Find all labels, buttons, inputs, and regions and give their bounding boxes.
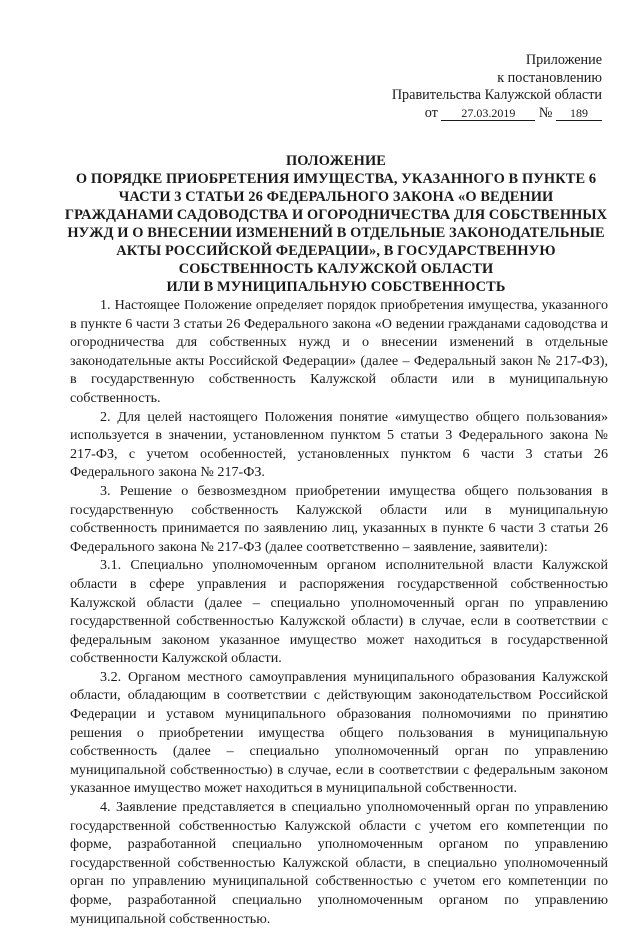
paragraph-4: 4. Заявление представляется в специально уполномоченный орган по управлению государственной собственностью Калужской области с учетом его компетенции по форме, разработанной специально уполномоченным органом по управлению государственной собственностью Калужской области, в специально уполномоченный орган по управлению муниципальной собственностью с учетом его компетенции по форме, разработанной специально уполномоченным органом по управлению муниципальной собственностью. — [70, 799, 608, 927]
title-line: ГРАЖДАНАМИ САДОВОДСТВА И ОГОРОДНИЧЕСТВА ДЛЯ СОБСТВЕННЫХ — [64, 207, 608, 223]
title-line: СОБСТВЕННОСТЬ КАЛУЖСКОЙ ОБЛАСТИ — [178, 261, 494, 277]
title-line: ЧАСТИ 3 СТАТЬИ 26 ФЕДЕРАЛЬНОГО ЗАКОНА «О ВЕДЕНИИ — [118, 189, 554, 205]
appendix-header — [392, 52, 602, 122]
document-body — [70, 296, 608, 928]
resolution-number: 189 — [556, 107, 602, 121]
resolution-label: к постановлению — [497, 69, 602, 86]
paragraph-3-2: 3.2. Органом местного самоуправления муниципального образования Калужской области, обладающим в соответствии с действующим законодательством Российской Федерации и уставом муниципального образования полномочиями по принятию решения о приобретении имущества общего пользования в муниципальную собственность (далее – специально уполномоченный орган по управлению муниципальной собственностью) в случае, если в соответствии с федеральным законом указанное имущество может находиться в муниципальной собственности. — [70, 668, 608, 797]
title-line: ИЛИ В МУНИЦИПАЛЬНУЮ СОБСТВЕННОСТЬ — [166, 279, 506, 295]
number-label: № — [538, 104, 553, 121]
resolution-date: 27.03.2019 — [441, 107, 535, 121]
title-line: АКТЫ РОССИЙСКОЙ ФЕДЕРАЦИИ», В ГОСУДАРСТВЕННУЮ — [116, 243, 556, 259]
paragraph-2: 2. Для целей настоящего Положения понятие «имущество общего пользования» используется в значении, установленном пунктом 5 статьи 3 Федерального закона № 217-ФЗ, с учетом особенностей, установленных пунктом 6 части 3 статьи 26 Федерального закона № 217-ФЗ. — [70, 408, 608, 481]
date-number-line — [392, 105, 602, 123]
title-line: НУЖД И О ВНЕСЕНИИ ИЗМЕНЕНИЙ В ОТДЕЛЬНЫЕ ЗАКОНОДАТЕЛЬНЫЕ — [67, 225, 605, 241]
government-label: Правительства Калужской области — [391, 87, 602, 103]
paragraph-3: 3. Решение о безвозмездном приобретении имущества общего пользования в государственную собственность Калужской области или в муниципальную собственность принимается по заявлению лиц, указанных в пункте 6 части 3 статьи 26 Федерального закона № 217-ФЗ (далее соответственно – заявление, заявители): — [70, 482, 608, 555]
title-line: О ПОРЯДКЕ ПРИОБРЕТЕНИЯ ИМУЩЕСТВА, УКАЗАННОГО В ПУНКТЕ 6 — [75, 171, 597, 187]
from-label: от — [424, 104, 438, 121]
appendix-label: Приложение — [525, 52, 602, 68]
paragraph-1: 1. Настоящее Положение определяет порядок приобретения имущества, указанного в пункте 6 части 3 статьи 26 Федерального закона «О ведении гражданами садоводства и огородничества для собственных нужд и о внесении изменений в отдельные законодательные акты Российской Федерации» (далее – Федеральный закон № 217-ФЗ), в государственную собственность Калужской области или в муниципальную собственность. — [70, 297, 608, 406]
title-line: ПОЛОЖЕНИЕ — [286, 153, 386, 169]
paragraph-3-1: 3.1. Специально уполномоченным органом исполнительной власти Калужской области в сфере управления и распоряжения государственной собственностью Калужской области (далее – специально уполномоченный орган по управлению государственной собственностью Калужской области) в случае, если в соответствии с федеральным законом указанное имущество может находиться в государственной собственности Калужской области. — [70, 557, 608, 667]
document-title — [60, 152, 612, 296]
